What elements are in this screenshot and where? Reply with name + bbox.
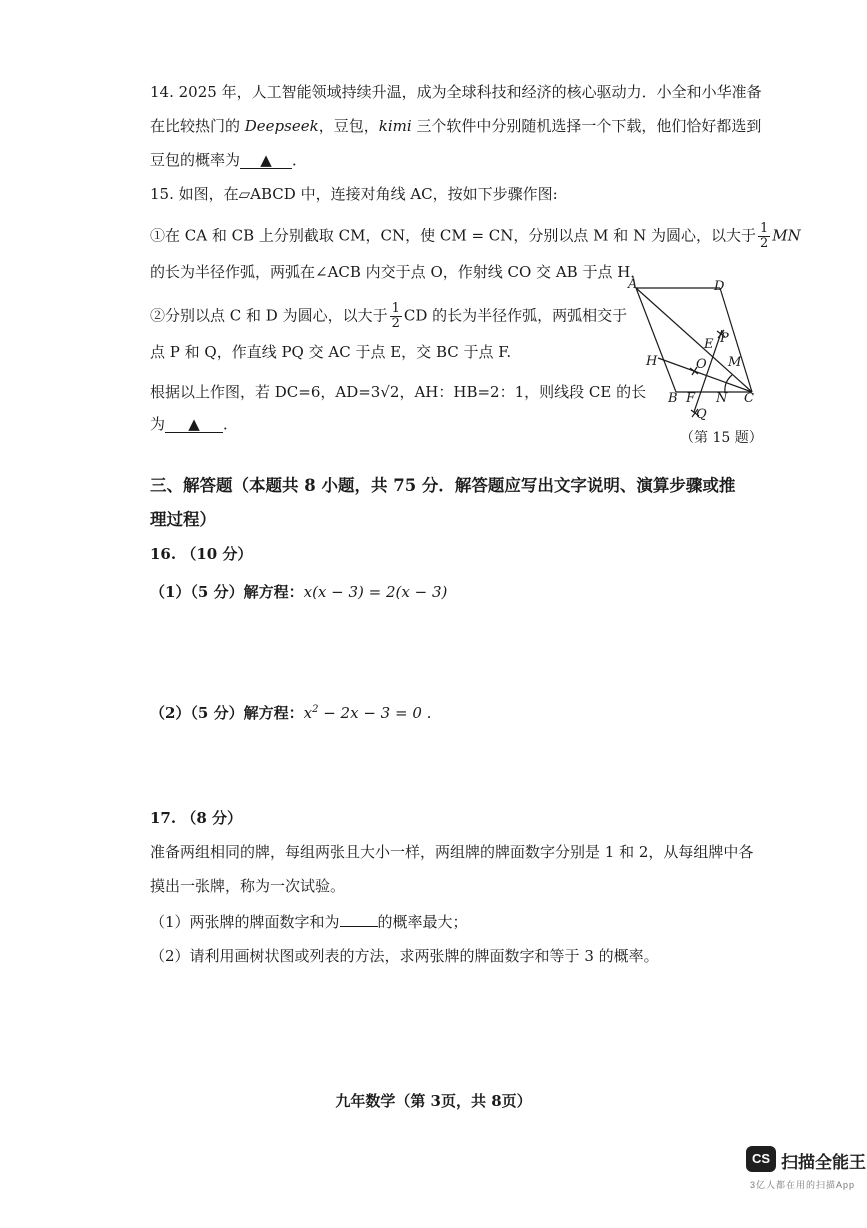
section-3-heading: 三、解答题（本题共 8 小题，共 75 分．解答题应写出文字说明、演算步骤或推 [150, 476, 736, 495]
q15-figure-caption: （第 15 题） [680, 430, 763, 446]
q15-line-5: 点 P 和 Q，作直线 PQ 交 AC 于点 E，交 BC 于点 F. [150, 343, 512, 361]
label-d: D [714, 279, 725, 294]
q16-part-1-label: （1）（5 分）解方程： [150, 583, 304, 601]
label-b: B [668, 391, 678, 406]
q15-line-2 [150, 222, 801, 251]
label-m: M [728, 355, 742, 370]
q14-answer-blank: ▲ [240, 152, 292, 169]
q17-text: 的概率最大； [377, 913, 468, 931]
label-e: E [704, 337, 714, 352]
q17-line-2: 摸出一张牌，称为一次试验。 [150, 877, 346, 895]
q17-part-2: （2）请利用画树状图或列表的方法，求两张牌的牌面数字和等于 3 的概率。 [150, 947, 659, 965]
q16-part-2-label: （2）（5 分）解方程： [150, 704, 304, 722]
q15-line-7 [150, 414, 238, 434]
q14-deepseek: Deepseek [244, 117, 319, 135]
q15-text: CD 的长为半径作弧，两弧相交于 [403, 306, 628, 325]
side-ba [636, 288, 676, 392]
q16-part-1-equation: x(x − 3) = 2(x − 3) [303, 583, 448, 601]
q15-text: ，AH：HB=2：1，则线段 CE 的长 [399, 383, 647, 401]
q17-answer-blank [340, 926, 378, 927]
q14-text: 豆包的概率为 [150, 151, 241, 169]
label-f: F [686, 391, 696, 406]
q15-fraction-half: $\frac{1}{2}$ [391, 301, 400, 331]
label-c: C [744, 391, 754, 406]
q17-part-1 [150, 912, 468, 932]
q17-title: 17. （8 分） [150, 809, 242, 827]
q14-text: 三个软件中分别随机选择一个下载，他们恰好都选到 [411, 117, 762, 135]
q15-figure [624, 276, 764, 422]
q14-text: ． [292, 151, 308, 169]
q14-text: 在比较热门的 [150, 117, 245, 135]
camscanner-tagline: 3亿人都在用的扫描App [750, 1180, 856, 1190]
q14-kimi: kimi [378, 117, 412, 135]
q16-part-1 [150, 582, 447, 602]
label-h: H [646, 354, 658, 369]
section-3-heading-cont: 理过程） [150, 510, 216, 529]
q15-text: ①在 CA 和 CB 上分别截取 CM，CN，使 CM = CN，分别以点 M 和 N 为圆心，以大于 [150, 226, 756, 245]
q14-line-3 [150, 150, 307, 170]
diagonal-ac [636, 288, 752, 392]
q16-part-2-equation: $x^2 - 2x - 3 = 0$ . [303, 704, 432, 722]
q17-text: （1）两张牌的牌面数字和为 [150, 913, 340, 931]
q15-answer-blank: ▲ [165, 416, 223, 433]
q17-line-1: 准备两组相同的牌，每组两张且大小一样，两组牌的牌面数字分别是 1 和 2，从每组牌中各 [150, 843, 754, 861]
q15-text: ②分别以点 C 和 D 为圆心，以大于 [150, 306, 388, 325]
q14-text: ，豆包， [318, 117, 379, 135]
q14-line-1: 14. 2025 年，人工智能领域持续升温，成为全球科技和经济的核心驱动力．小全和小华准备 [150, 83, 762, 101]
label-o: O [696, 357, 707, 372]
q15-sqrt: √2 [380, 383, 400, 401]
page-footer: 九年数学（第 3页，共 8页） [335, 1092, 532, 1110]
q15-line-6 [150, 382, 646, 402]
q15-line-3: 的长为半径作弧，两弧在∠ACB 内交于点 O，作射线 CO 交 AB 于点 H， [150, 263, 646, 281]
camscanner-name: 扫描全能王 [781, 1153, 866, 1172]
q15-text: 根据以上作图，若 DC=6，AD=3 [150, 383, 381, 401]
q14-line-2 [150, 116, 761, 136]
q15-mn: MN [772, 226, 801, 245]
q15-line-1: 15. 如图，在▱ABCD 中，连接对角线 AC，按如下步骤作图: [150, 185, 558, 203]
q16-title: 16. （10 分） [150, 545, 253, 563]
q16-part-2 [150, 700, 431, 723]
q15-fraction-half: $\frac{1}{2}$ [759, 221, 769, 251]
label-n: N [716, 391, 728, 406]
q15-text: ． [223, 415, 239, 433]
label-q: Q [696, 407, 707, 422]
label-a: A [628, 277, 638, 292]
q15-line-4 [150, 302, 627, 331]
camscanner-logo: CS [746, 1146, 776, 1172]
label-p: P [720, 331, 729, 346]
q15-text: 为 [150, 415, 166, 433]
